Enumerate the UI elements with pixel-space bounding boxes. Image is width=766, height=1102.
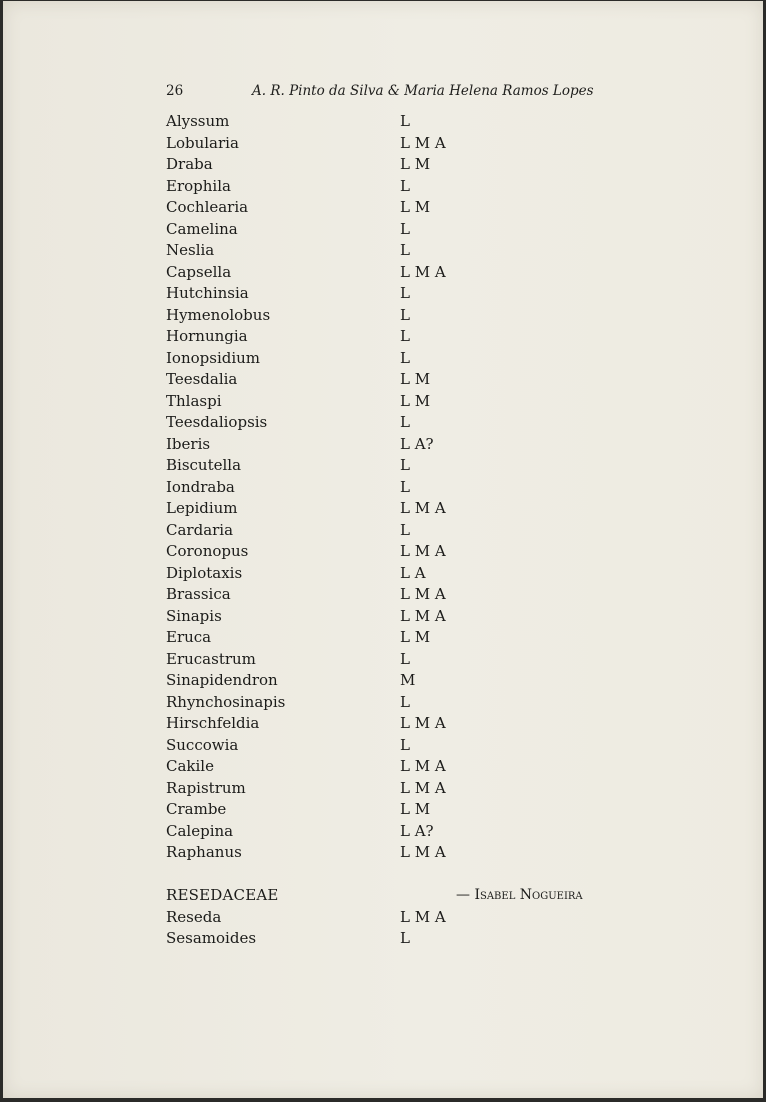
list-item	[166, 391, 646, 413]
list-item	[166, 627, 646, 649]
family-name: RESEDACEAE	[166, 886, 279, 904]
distribution-code: L	[400, 413, 410, 431]
genus-name: Hymenolobus	[166, 305, 271, 324]
list-item	[166, 563, 646, 585]
list-item	[166, 670, 646, 692]
distribution-code: L	[400, 327, 410, 345]
genus-name: Iberis	[166, 434, 211, 453]
genus-name: Hirschfeldia	[166, 714, 260, 732]
distribution-code: L M A	[400, 606, 446, 625]
list-item	[166, 498, 646, 520]
genus-name: Raphanus	[166, 843, 242, 861]
distribution-code: L A?	[400, 434, 434, 453]
list-item	[166, 928, 646, 950]
genus-name: Draba	[166, 155, 213, 173]
genus-name: Ionopsidium	[166, 348, 261, 367]
list-item	[166, 305, 646, 327]
genus-name: Iondraba	[166, 477, 235, 496]
distribution-code: L M	[400, 628, 431, 646]
list-item	[166, 154, 646, 176]
list-item	[166, 240, 646, 262]
list-item	[166, 176, 646, 198]
list-item	[166, 262, 646, 284]
genus-name: Cardaria	[166, 520, 234, 539]
genus-name: Biscutella	[166, 456, 242, 474]
genus-name: Thlaspi	[166, 391, 222, 410]
distribution-code: L M A	[400, 585, 446, 603]
list-item	[166, 369, 646, 391]
distribution-code: L A?	[400, 821, 434, 840]
list-item	[166, 197, 646, 219]
genus-name: Diplotaxis	[166, 563, 243, 582]
list-item	[166, 455, 646, 477]
distribution-code: L	[400, 176, 410, 195]
distribution-code: L	[400, 649, 410, 668]
distribution-code: L M A	[400, 542, 446, 560]
list-item	[166, 520, 646, 542]
genus-name: Brassica	[166, 585, 231, 603]
distribution-code: L	[400, 348, 410, 367]
genus-name: Hutchinsia	[166, 284, 249, 302]
distribution-code: L M	[400, 391, 431, 410]
distribution-code: L M A	[400, 133, 446, 152]
distribution-code: L	[400, 929, 410, 947]
list-item	[166, 477, 646, 499]
distribution-code: L	[400, 456, 410, 474]
list-item	[166, 606, 646, 628]
list-item	[166, 541, 646, 563]
distribution-code: L M A	[400, 714, 446, 732]
distribution-code: L M A	[400, 262, 446, 281]
list-item	[166, 283, 646, 305]
distribution-code: L	[400, 241, 410, 259]
genus-name: Eruca	[166, 628, 212, 646]
list-item	[166, 326, 646, 348]
genus-name: Calepina	[166, 821, 234, 840]
distribution-code: L M A	[400, 757, 446, 775]
list-item	[166, 842, 646, 864]
list-item	[166, 412, 646, 434]
list-item	[166, 649, 646, 671]
page-header	[166, 82, 596, 104]
distribution-code: L M	[400, 800, 431, 818]
genus-distribution-list	[166, 111, 646, 950]
genus-name: Coronopus	[166, 542, 249, 560]
list-item	[166, 713, 646, 735]
distribution-code: L	[400, 112, 410, 130]
distribution-code: L M	[400, 198, 431, 216]
list-item	[166, 907, 646, 929]
genus-name: Teesdaliopsis	[166, 413, 268, 431]
genus-name: Erophila	[166, 176, 231, 195]
distribution-code: L	[400, 219, 410, 238]
distribution-code: L	[400, 520, 410, 539]
genus-name: Succowia	[166, 735, 239, 754]
distribution-code: L	[400, 284, 410, 302]
list-item	[166, 799, 646, 821]
genus-name: Sesamoides	[166, 929, 257, 947]
genus-name: Crambe	[166, 800, 227, 818]
distribution-code: L M A	[400, 499, 446, 517]
distribution-code: L	[400, 477, 410, 496]
distribution-code: L M A	[400, 843, 446, 861]
genus-name: Lepidium	[166, 499, 238, 517]
distribution-code: L M	[400, 155, 431, 173]
section-spacer	[166, 864, 646, 886]
genus-name: Neslia	[166, 241, 215, 259]
list-item	[166, 778, 646, 800]
distribution-code: L	[400, 692, 410, 711]
list-item	[166, 692, 646, 714]
distribution-code: L M A	[400, 778, 446, 797]
document-page	[3, 1, 763, 1098]
genus-name: Capsella	[166, 262, 232, 281]
distribution-code: L	[400, 305, 410, 324]
list-item	[166, 111, 646, 133]
genus-name: Teesdalia	[166, 370, 238, 388]
distribution-code: L M A	[400, 907, 446, 926]
genus-name: Hornungia	[166, 327, 248, 345]
page-number: 26	[166, 83, 184, 99]
genus-name: Camelina	[166, 219, 238, 238]
distribution-code: L	[400, 735, 410, 754]
genus-name: Cochlearia	[166, 198, 249, 216]
genus-name: Lobularia	[166, 133, 239, 152]
genus-name: Alyssum	[166, 112, 230, 130]
list-item	[166, 348, 646, 370]
list-item	[166, 756, 646, 778]
running-head-authors: A. R. Pinto da Silva & Maria Helena Ramos Lopes	[252, 83, 594, 99]
genus-name: Reseda	[166, 907, 222, 926]
distribution-code: L A	[400, 563, 426, 582]
list-item	[166, 584, 646, 606]
distribution-code: M	[400, 671, 416, 689]
genus-name: Erucastrum	[166, 649, 256, 668]
genus-name: Rhynchosinapis	[166, 692, 286, 711]
list-item	[166, 219, 646, 241]
family-author: — Isabel Nogueira	[456, 887, 583, 903]
list-item	[166, 434, 646, 456]
genus-name: Sinapis	[166, 606, 222, 625]
list-item	[166, 735, 646, 757]
genus-name: Rapistrum	[166, 778, 246, 797]
genus-name: Cakile	[166, 757, 214, 775]
list-item	[166, 821, 646, 843]
distribution-code: L M	[400, 370, 431, 388]
family-heading	[166, 885, 646, 907]
genus-name: Sinapidendron	[166, 671, 278, 689]
list-item	[166, 133, 646, 155]
